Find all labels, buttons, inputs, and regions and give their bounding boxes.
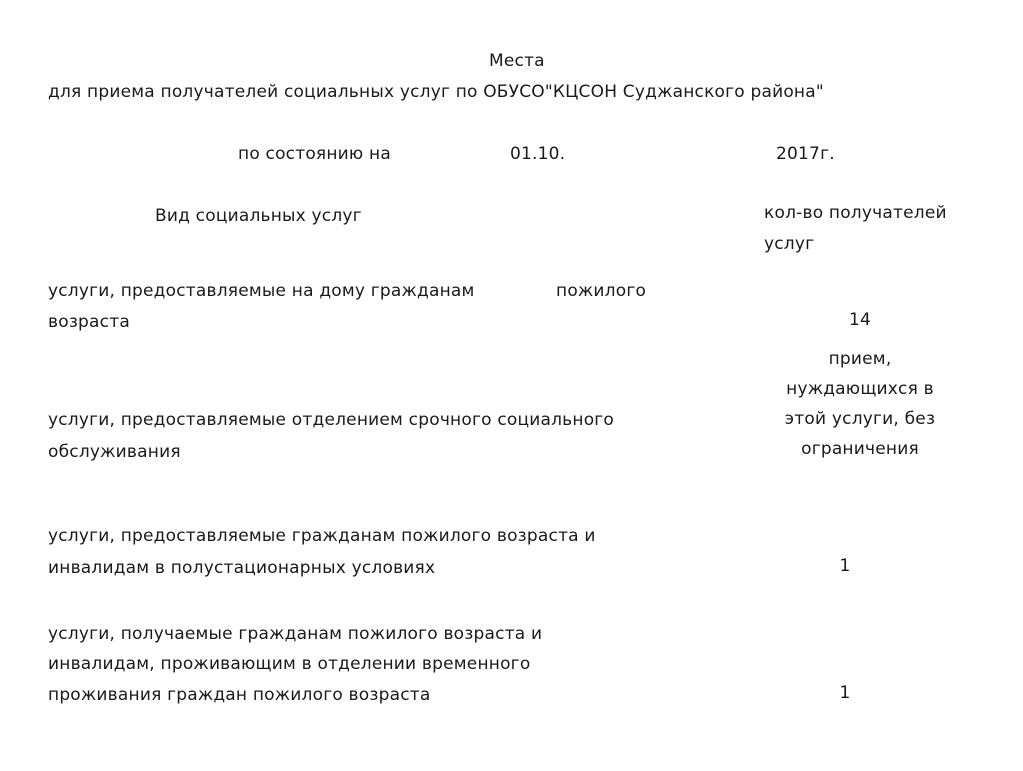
row-label-line: проживания граждан пожилого возраста	[48, 685, 431, 705]
row-label-line: услуги, предоставляемые на дому гражданам	[48, 281, 475, 301]
row-value-line: ограничения	[801, 439, 919, 459]
as-of-day-month: 01.10.	[510, 144, 566, 164]
row-label-line: услуги, предоставляемые отделением срочного социального	[48, 410, 615, 430]
row-label-line: пожилого	[556, 281, 647, 301]
row-value-line: прием,	[828, 349, 892, 369]
row-label-line: обслуживания	[48, 442, 181, 462]
document-title: Места	[489, 51, 545, 71]
row-label-line: инвалидам в полустационарных условиях	[48, 558, 436, 578]
row-value-line: нуждающихся в	[786, 379, 934, 399]
row-label-line: инвалидам, проживающим в отделении временного	[48, 654, 531, 674]
row-label-line: услуги, предоставляемые гражданам пожилого возраста и	[48, 526, 596, 546]
as-of-year: 2017г.	[776, 144, 835, 164]
row-value-line: этой услуги, без	[784, 409, 936, 429]
as-of-label: по состоянию на	[238, 144, 391, 164]
row-label-line: услуги, получаемые гражданам пожилого возраста и	[48, 624, 543, 644]
column-header-service-type: Вид социальных услуг	[155, 206, 362, 226]
row-value: 1	[839, 556, 851, 576]
column-header-recipients-line1: кол-во получателей	[764, 203, 947, 223]
row-value: 1	[839, 683, 851, 703]
column-header-recipients-line2: услуг	[764, 234, 815, 254]
document-subtitle: для приема получателей социальных услуг по ОБУСО"КЦСОН Суджанского района"	[48, 82, 824, 102]
row-label-line: возраста	[48, 312, 130, 332]
row-value: 14	[848, 310, 872, 330]
